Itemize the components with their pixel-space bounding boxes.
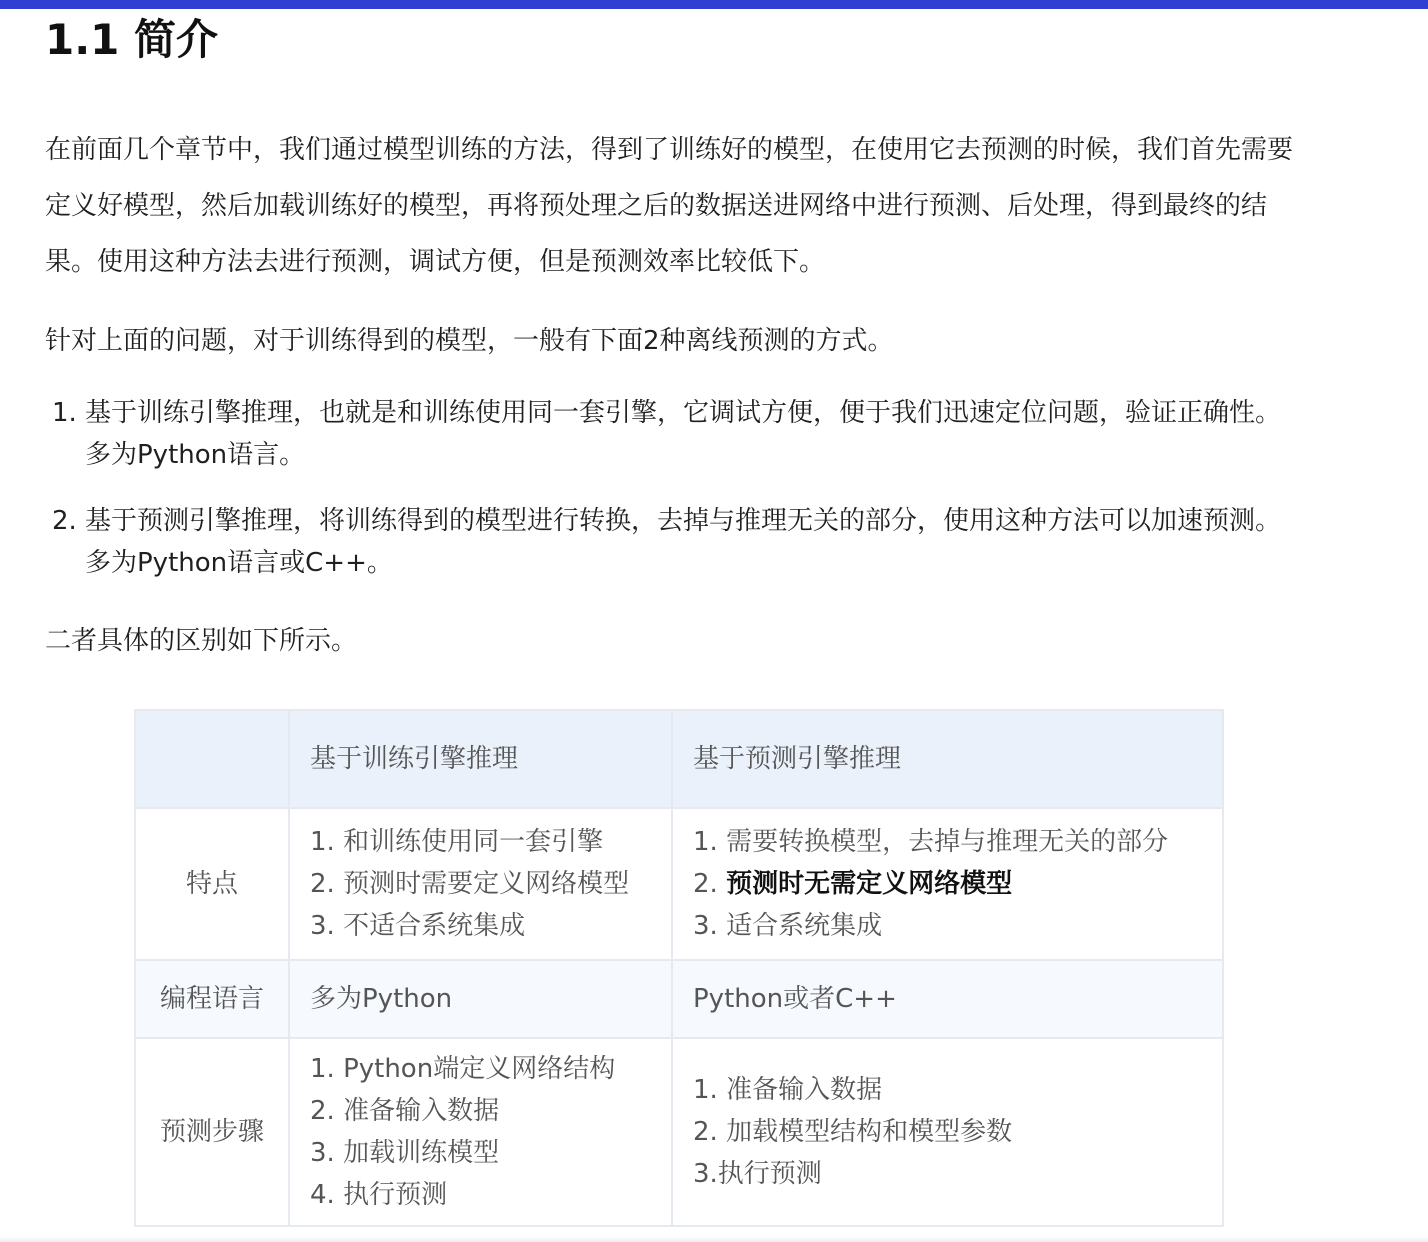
cell-line: 3.执行预测 xyxy=(693,1159,822,1189)
top-accent-bar xyxy=(0,0,1428,9)
cell-line: 4. 执行预测 xyxy=(310,1180,448,1210)
cell-line: 3. 加载训练模型 xyxy=(310,1138,500,1168)
cell-line: 2. 准备输入数据 xyxy=(310,1096,500,1126)
list-text: 基于预测引擎推理，将训练得到的模型进行转换，去掉与推理无关的部分，使用这种方法可以加速预测。多为Python语言或C++。 xyxy=(85,506,1282,578)
bottom-edge-shadow xyxy=(0,1236,1428,1242)
language-predict-cell: Python或者C++ xyxy=(672,960,1223,1038)
difference-paragraph: 二者具体的区别如下所示。 xyxy=(45,626,358,656)
cell-line: 2. 预测时需要定义网络模型 xyxy=(310,869,630,899)
cell-line: 1. 准备输入数据 xyxy=(693,1075,883,1105)
list-text: 基于训练引擎推理，也就是和训练使用同一套引擎，它调试方便，便于我们迅速定位问题，验证正确性。多为Python语言。 xyxy=(85,398,1282,470)
cell-line: 3. 适合系统集成 xyxy=(693,911,883,941)
section-title: 1.1 简介 xyxy=(45,15,219,64)
cell-line: 1. Python端定义网络结构 xyxy=(310,1054,616,1084)
comparison-table xyxy=(134,709,1224,1227)
cell-line: 3. 不适合系统集成 xyxy=(310,911,526,941)
list-number: 2. xyxy=(52,506,77,536)
features-train-cell xyxy=(289,808,672,960)
row-label-steps: 预测步骤 xyxy=(135,1038,289,1226)
table-header-train-engine: 基于训练引擎推理 xyxy=(289,710,672,808)
cell-line-number: 2. xyxy=(693,869,727,899)
list-number: 1. xyxy=(52,398,77,428)
table-header-row xyxy=(135,710,1223,808)
table-header-predict-engine: 基于预测引擎推理 xyxy=(672,710,1223,808)
row-label-language: 编程语言 xyxy=(135,960,289,1038)
lead-paragraph: 针对上面的问题，对于训练得到的模型，一般有下面2种离线预测的方式。 xyxy=(45,326,894,356)
bold-highlight: 预测时无需定义网络模型 xyxy=(726,869,1013,899)
features-predict-cell xyxy=(672,808,1223,960)
table-row xyxy=(135,808,1223,960)
steps-predict-cell xyxy=(672,1038,1223,1226)
steps-train-cell xyxy=(289,1038,672,1226)
table-row xyxy=(135,960,1223,1038)
cell-line: 2. 加载模型结构和模型参数 xyxy=(693,1117,1013,1147)
method-list xyxy=(45,392,1295,584)
row-label-features: 特点 xyxy=(135,808,289,960)
language-train-cell: 多为Python xyxy=(289,960,672,1038)
list-item xyxy=(45,392,1295,476)
cell-line: 1. 和训练使用同一套引擎 xyxy=(310,827,604,857)
table-row xyxy=(135,1038,1223,1226)
cell-line xyxy=(693,863,1202,905)
table-header-empty xyxy=(135,710,289,808)
cell-line: 1. 需要转换模型，去掉与推理无关的部分 xyxy=(693,827,1169,857)
list-item xyxy=(45,500,1295,584)
intro-paragraph: 在前面几个章节中，我们通过模型训练的方法，得到了训练好的模型，在使用它去预测的时候，我们首先需要定义好模型，然后加载训练好的模型，再将预处理之后的数据送进网络中进行预测、后处理，得到最终的结果。使用这种方法去进行预测，调试方便，但是预测效率比较低下。 xyxy=(45,135,1294,277)
